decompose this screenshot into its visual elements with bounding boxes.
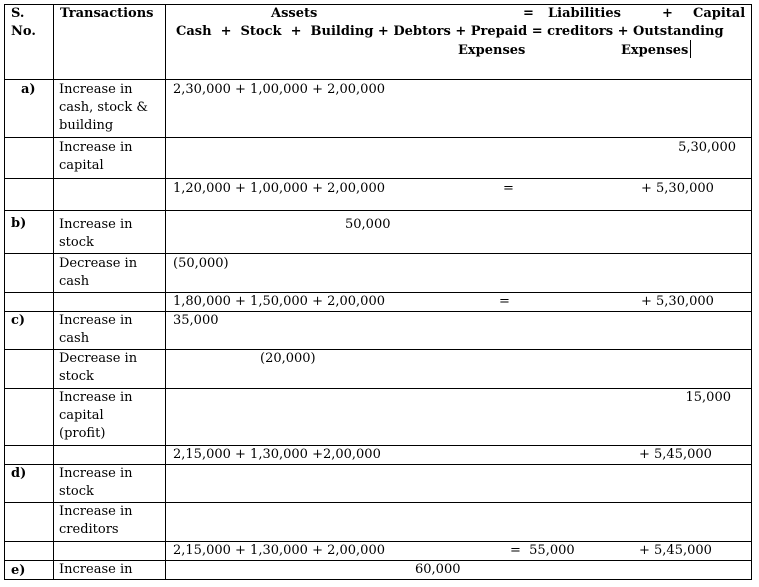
- label-a: a): [21, 82, 36, 97]
- desc-r11: Increase in stock: [59, 466, 133, 499]
- value-r4: 50,000: [345, 217, 391, 232]
- header-transactions: Transactions: [60, 6, 154, 21]
- desc-r14: Increase in: [59, 562, 133, 577]
- capital-r2: 5,30,000: [678, 140, 736, 155]
- rule-col-sno: [53, 4, 54, 580]
- header-sno-line1: S.: [11, 6, 25, 21]
- total-assets-r3: 1,20,000 + 1,00,000 + 2,00,000: [173, 181, 385, 196]
- rule-col-transactions: [165, 4, 166, 580]
- desc-r2: Increase in capital: [59, 140, 133, 173]
- total-capital-r13: + 5,45,000: [639, 543, 712, 558]
- desc-r1: Increase in cash, stock & building: [59, 82, 148, 133]
- label-d: d): [11, 466, 27, 481]
- header-sno-line2: No.: [11, 24, 36, 39]
- text-cursor: [690, 40, 691, 58]
- header-plus: +: [662, 6, 673, 21]
- desc-r9: Increase in capital (profit): [59, 390, 133, 441]
- label-c: c): [11, 313, 26, 328]
- rule: [4, 137, 752, 138]
- rule-header-bottom: [4, 79, 752, 80]
- rule: [4, 210, 752, 211]
- header-expenses-left: Expenses: [458, 43, 526, 58]
- rule-bottom: [4, 579, 752, 580]
- desc-r5: Decrease in cash: [59, 256, 138, 289]
- total-capital-r10: + 5,45,000: [639, 447, 712, 462]
- header-equation-line: Cash + Stock + Building + Debtors + Prepaid = creditors + Outstanding: [176, 24, 724, 39]
- label-b: b): [11, 216, 27, 231]
- total-assets-r13: 2,15,000 + 1,30,000 + 2,00,000: [173, 543, 385, 558]
- value-r1: 2,30,000 + 1,00,000 + 2,00,000: [173, 82, 385, 97]
- total-eq-r3: =: [503, 181, 514, 196]
- capital-r9: 15,000: [685, 390, 731, 405]
- rule-right: [751, 4, 752, 580]
- desc-r7: Increase in cash: [59, 313, 133, 346]
- value-r7: 35,000: [173, 313, 219, 328]
- value-r5: (50,000): [173, 256, 229, 271]
- total-eq-r6: =: [499, 294, 510, 309]
- total-creditors-r13: = 55,000: [510, 543, 575, 558]
- total-assets-r6: 1,80,000 + 1,50,000 + 2,00,000: [173, 294, 385, 309]
- header-liabilities: Liabilities: [548, 6, 621, 21]
- rule-left: [4, 4, 5, 580]
- value-r14: 60,000: [415, 562, 461, 577]
- value-r8: (20,000): [260, 351, 316, 366]
- desc-r12: Increase in creditors: [59, 504, 133, 537]
- header-expenses-right: Expenses: [621, 43, 689, 58]
- header-assets: Assets: [271, 6, 318, 21]
- rule: [4, 178, 752, 179]
- label-e: e): [11, 563, 26, 578]
- desc-r8: Decrease in stock: [59, 351, 138, 384]
- desc-r4: Increase in stock: [59, 217, 133, 250]
- total-capital-r3: + 5,30,000: [641, 181, 714, 196]
- rule: [4, 253, 752, 254]
- total-assets-r10: 2,15,000 + 1,30,000 +2,00,000: [173, 447, 381, 462]
- header-equals: =: [523, 6, 534, 21]
- total-capital-r6: + 5,30,000: [641, 294, 714, 309]
- header-capital: Capital: [693, 6, 746, 21]
